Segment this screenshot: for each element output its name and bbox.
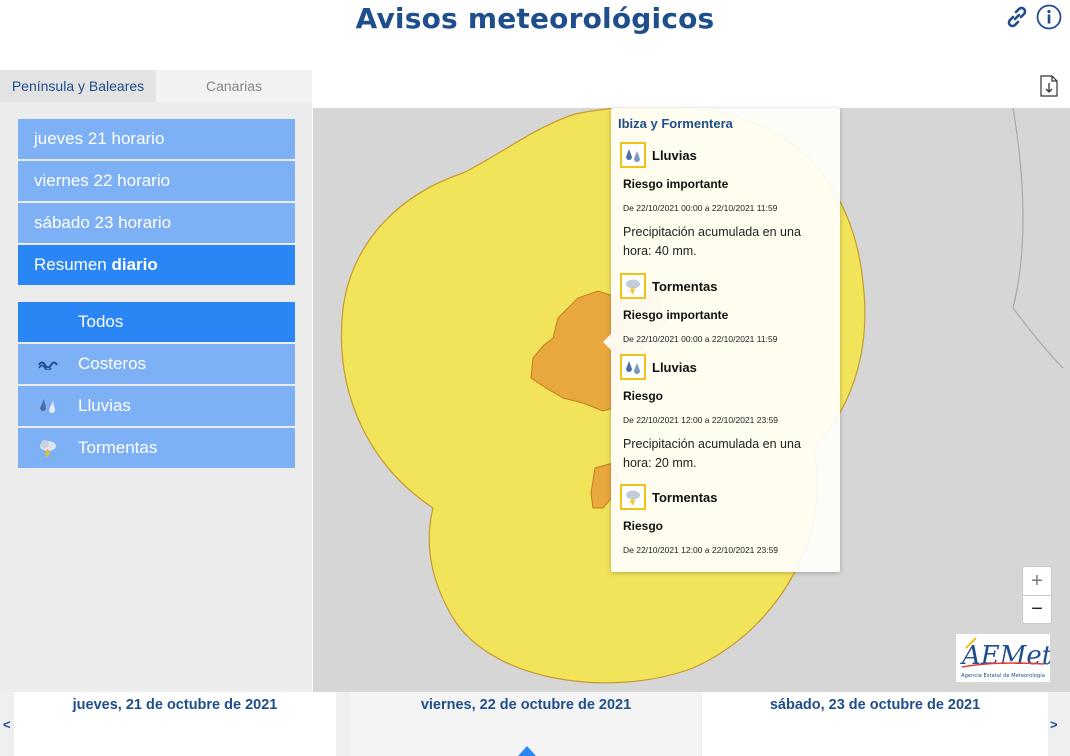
timeline-day-21[interactable]: jueves, 21 de octubre de 2021 xyxy=(14,692,336,756)
active-day-marker xyxy=(518,746,536,756)
warning-dates: De 22/10/2021 00:00 a 22/10/2021 11:59 xyxy=(623,334,778,344)
menu-item-resumen-diario[interactable] xyxy=(18,245,295,285)
rain-drops-icon xyxy=(620,142,646,168)
menu-item-label: Todos xyxy=(78,312,124,331)
warning-level: Riesgo xyxy=(623,519,664,533)
storm-cloud-icon xyxy=(18,438,78,458)
aemet-logo xyxy=(956,634,1050,682)
menu-item-label-bold: diario xyxy=(111,255,158,274)
menu-item-costeros[interactable] xyxy=(18,344,295,384)
region-tabs xyxy=(0,70,312,102)
left-panel xyxy=(0,70,312,692)
menu-item-label: viernes 22 horario xyxy=(34,171,171,190)
download-icon[interactable] xyxy=(1040,75,1058,97)
tab-canarias[interactable]: Canarias xyxy=(156,70,312,102)
warning-dates: De 22/10/2021 12:00 a 22/10/2021 23:59 xyxy=(623,545,779,555)
logo-text: AEMet xyxy=(962,641,1050,671)
menu-item-tormentas[interactable] xyxy=(18,428,295,468)
day-menu xyxy=(18,119,295,287)
menu-item-viernes-22[interactable] xyxy=(18,161,295,201)
storm-cloud-icon xyxy=(620,484,646,510)
warning-level: Riesgo importante xyxy=(623,308,729,322)
warning-level: Riesgo xyxy=(623,389,664,403)
menu-item-jueves-21[interactable] xyxy=(18,119,295,159)
timeline-next-arrow[interactable]: > xyxy=(1050,717,1058,732)
menu-item-label: Resumen xyxy=(34,255,107,274)
page-title: Avisos meteorológicos xyxy=(355,2,715,35)
menu-item-label: Costeros xyxy=(78,354,147,373)
rain-drops-icon xyxy=(18,396,78,416)
warning-type: Lluvias xyxy=(652,359,697,375)
timeline-prev-arrow[interactable]: < xyxy=(3,717,11,732)
menu-item-label: Tormentas xyxy=(78,438,158,457)
tab-peninsula-baleares[interactable]: Península y Baleares xyxy=(0,70,156,102)
warning-description: Precipitación acumulada en una hora: 20 mm. xyxy=(623,437,801,470)
warning-dates: De 22/10/2021 00:00 a 22/10/2021 11:59 xyxy=(623,203,778,213)
menu-item-lluvias[interactable] xyxy=(18,386,295,426)
timeline-day-22[interactable]: viernes, 22 de octubre de 2021 xyxy=(351,692,701,756)
warning-type: Lluvias xyxy=(652,147,697,163)
zoom-out-button[interactable]: − xyxy=(1023,595,1051,623)
menu-item-label: sábado 23 horario xyxy=(34,213,172,232)
warning-description: Precipitación acumulada en una hora: 40 mm. xyxy=(623,225,801,258)
warning-type: Tormentas xyxy=(652,489,718,505)
warning-type: Tormentas xyxy=(652,278,718,294)
menu-item-label: Lluvias xyxy=(78,396,131,415)
rain-drops-icon xyxy=(620,354,646,380)
zoom-in-button[interactable]: + xyxy=(1031,569,1043,592)
timeline-day-23[interactable]: sábado, 23 de octubre de 2021 xyxy=(702,692,1048,756)
warning-type-menu xyxy=(18,302,295,470)
coastal-wave-icon xyxy=(18,358,78,370)
popup-title: Ibiza y Formentera xyxy=(618,116,733,131)
popup-arrow xyxy=(603,334,611,350)
menu-item-sabado-23[interactable] xyxy=(18,203,295,243)
warning-level: Riesgo importante xyxy=(623,177,729,191)
menu-item-label: jueves 21 horario xyxy=(34,129,165,148)
link-icon[interactable] xyxy=(1004,4,1030,30)
warning-popup xyxy=(611,108,840,572)
logo-subtitle: Agencia Estatal de Meteorología xyxy=(961,673,1045,679)
menu-item-todos[interactable] xyxy=(18,302,295,342)
storm-cloud-icon xyxy=(620,273,646,299)
warning-dates: De 22/10/2021 12:00 a 22/10/2021 23:59 xyxy=(623,415,779,425)
info-icon[interactable] xyxy=(1036,4,1062,30)
zoom-controls xyxy=(1022,566,1052,624)
